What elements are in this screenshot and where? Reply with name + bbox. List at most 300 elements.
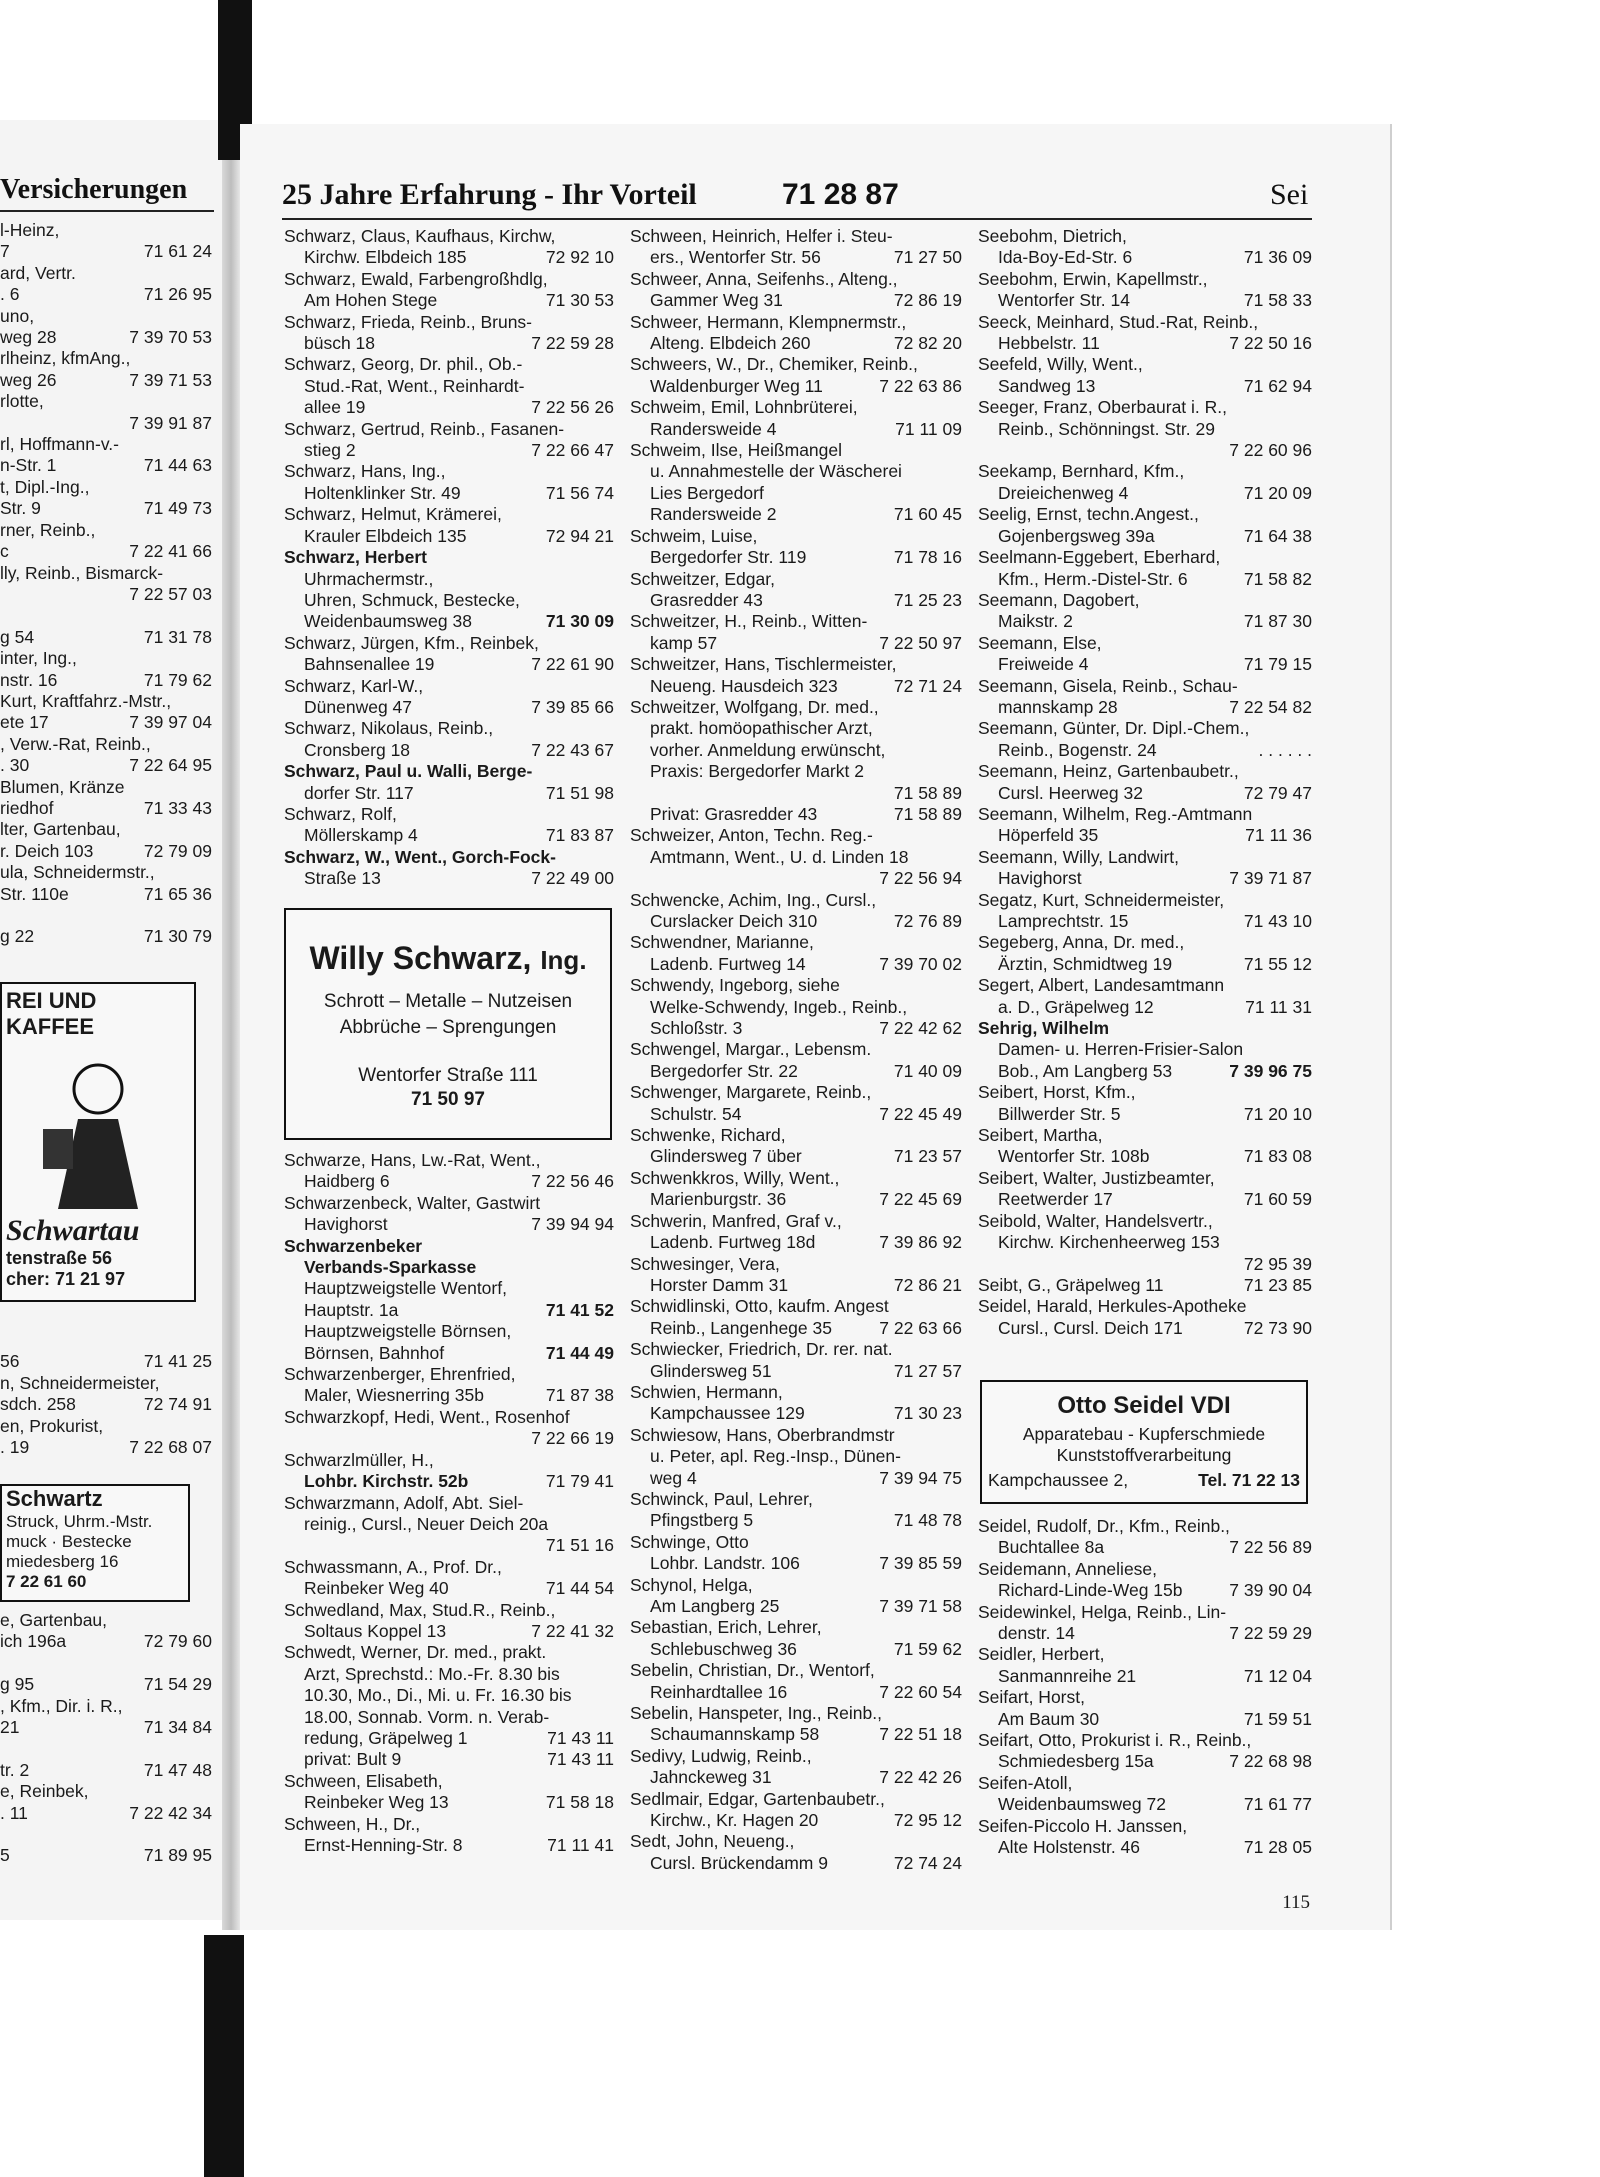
entry-phone: 71 36 09 — [1243, 247, 1312, 268]
entry-text: Wentorfer Str. 108b — [998, 1146, 1150, 1167]
entry-line — [0, 1610, 212, 1631]
entry-phone: 71 51 16 — [545, 1535, 614, 1556]
binding-clip-bottom — [204, 1935, 244, 2177]
entry-line — [630, 868, 962, 889]
directory-entry — [284, 718, 614, 761]
entry-text: 7 — [0, 241, 10, 262]
directory-entry — [978, 354, 1312, 397]
entry-line — [284, 440, 614, 461]
entry-text: sdch. 258 — [0, 1394, 76, 1415]
entry-line — [284, 718, 614, 739]
entry-line — [630, 783, 962, 804]
entry-line — [0, 862, 212, 883]
entry-text: Schaumannskamp 58 — [650, 1724, 820, 1745]
entry-line — [630, 547, 962, 568]
entry-phone: 71 44 63 — [143, 455, 212, 476]
entry-text: rl, Hoffmann-v.- — [0, 434, 119, 455]
entry-text: Damen- u. Herren-Frisier-Salon — [998, 1039, 1244, 1060]
entry-text: Arzt, Sprechstd.: Mo.-Fr. 8.30 bis — [304, 1663, 560, 1684]
directory-entry — [978, 847, 1312, 890]
entry-phone: 71 87 30 — [1243, 611, 1312, 632]
entry-phone: 71 20 09 — [1243, 482, 1312, 503]
entry-phone: 72 82 20 — [893, 333, 962, 354]
entry-text: Segert, Albert, Landesamtmann — [978, 975, 1225, 996]
entry-line — [630, 654, 962, 675]
entry-line — [978, 997, 1312, 1018]
entry-line — [978, 740, 1312, 761]
entry-text: u. Peter, apl. Reg.-Insp., Dünen- — [650, 1446, 901, 1467]
entry-line — [0, 1738, 212, 1759]
entry-text: Seifen-Atoll, — [978, 1772, 1073, 1793]
entry-text: Seekamp, Bernhard, Kfm., — [978, 461, 1185, 482]
entry-line — [0, 541, 212, 562]
entry-phone: 7 39 85 66 — [531, 696, 614, 717]
left-page-column-2 — [0, 1330, 212, 1458]
entry-line — [284, 1364, 614, 1385]
entry-line — [978, 461, 1312, 482]
entry-line — [0, 1760, 212, 1781]
entry-line — [630, 611, 962, 632]
entry-text: Schweers, W., Dr., Chemiker, Reinb., — [630, 354, 918, 375]
entry-line — [0, 263, 212, 284]
entry-phone: 72 74 24 — [893, 1852, 962, 1873]
entry-line — [978, 1254, 1312, 1275]
entry-line — [284, 1707, 614, 1728]
entry-text: Sehrig, Wilhelm — [978, 1018, 1110, 1039]
directory-entry — [978, 676, 1312, 719]
entry-line — [630, 526, 962, 547]
entry-text: Billwerder Str. 5 — [998, 1103, 1121, 1124]
entry-text: , Verw.-Rat, Reinb., — [0, 733, 151, 754]
directory-entry — [978, 1602, 1312, 1645]
entry-line — [978, 1580, 1312, 1601]
entry-line — [978, 676, 1312, 697]
entry-text: 10.30, Mo., Di., Mi. u. Fr. 16.30 bis — [304, 1685, 572, 1706]
entry-line — [0, 1631, 212, 1652]
entry-phone: 71 79 15 — [1243, 654, 1312, 675]
directory-entry — [978, 1559, 1312, 1602]
entry-phone: 71 34 84 — [143, 1717, 212, 1738]
entry-line — [630, 312, 962, 333]
entry-text: Seidler, Herbert, — [978, 1644, 1105, 1665]
entry-line — [630, 1596, 962, 1617]
directory-entry — [630, 1082, 962, 1125]
entry-phone: 71 11 09 — [895, 418, 962, 439]
entry-phone: 71 30 09 — [545, 611, 614, 632]
entry-line — [284, 1343, 614, 1364]
entry-line — [0, 348, 212, 369]
entry-text: redung, Gräpelweg 1 — [304, 1727, 468, 1748]
directory-entry — [630, 1703, 962, 1746]
entry-text — [0, 413, 125, 434]
directory-entry — [630, 1617, 962, 1660]
directory-entry — [284, 312, 614, 355]
entry-line — [630, 504, 962, 525]
entry-phone: 72 79 47 — [1243, 782, 1312, 803]
entry-line — [630, 676, 962, 697]
directory-entry — [978, 761, 1312, 804]
left-ad2-line2: muck · Bestecke — [6, 1532, 132, 1551]
entry-text — [0, 905, 212, 926]
entry-text: Seebohm, Erwin, Kapellmstr., — [978, 268, 1208, 289]
entry-line — [284, 1150, 614, 1171]
entry-phone: 7 22 45 49 — [879, 1103, 962, 1124]
entry-text: 5 — [0, 1845, 10, 1866]
entry-phone: 7 22 59 29 — [1229, 1623, 1312, 1644]
entry-line — [0, 691, 212, 712]
entry-text: Seifart, Horst, — [978, 1687, 1085, 1708]
entry-text: Seibold, Walter, Handelsvertr., — [978, 1210, 1213, 1231]
directory-entry — [978, 804, 1312, 847]
entry-text: Sebelin, Christian, Dr., Wentorf, — [630, 1660, 875, 1681]
entry-phone: 71 11 31 — [1245, 996, 1312, 1017]
entry-phone: 7 22 41 32 — [531, 1620, 614, 1641]
entry-line — [0, 712, 212, 733]
entry-line — [284, 1428, 614, 1449]
entry-text: Schwarzenbeck, Walter, Gastwirt — [284, 1192, 541, 1213]
entry-text: Str. 9 — [0, 498, 41, 519]
directory-entry — [284, 354, 614, 418]
entry-phone: 71 58 82 — [1243, 568, 1312, 589]
entry-line — [630, 1746, 962, 1767]
directory-entry — [978, 1730, 1312, 1773]
entry-line — [630, 1104, 962, 1125]
directory-entry — [630, 269, 962, 312]
header-rule — [282, 218, 1312, 220]
entry-phone: 7 22 68 07 — [129, 1437, 212, 1458]
entry-text: Hauptzweigstelle Börnsen, — [304, 1321, 512, 1342]
left-page-title: Versicherungen — [0, 174, 188, 205]
directory-entry — [630, 975, 962, 1039]
entry-line — [978, 1709, 1312, 1730]
entry-line — [978, 483, 1312, 504]
entry-line — [0, 220, 212, 241]
entry-text: Schwarz, Claus, Kaufhaus, Kirchw, — [284, 226, 556, 246]
entry-text: Schwarz, Georg, Dr. phil., Ob.- — [284, 354, 523, 375]
entry-line — [978, 1146, 1312, 1167]
entry-line — [284, 654, 614, 675]
entry-text: Soltaus Koppel 13 — [304, 1620, 447, 1641]
entry-text: Krauler Elbdeich 135 — [304, 525, 467, 546]
entry-line — [0, 306, 212, 327]
entry-line — [978, 1773, 1312, 1794]
directory-entry — [978, 1018, 1312, 1082]
entry-line — [284, 376, 614, 397]
entry-text: Am Langberg 25 — [650, 1596, 780, 1616]
entry-line — [978, 397, 1312, 418]
entry-line — [630, 461, 962, 482]
directory-entry — [978, 1211, 1312, 1275]
entry-line — [0, 1781, 212, 1802]
ad-seidel-line2: Kunststoffverarbeitung — [1056, 1445, 1232, 1465]
entry-text: g 22 — [0, 926, 35, 947]
entry-line — [630, 697, 962, 718]
entry-line — [630, 1125, 962, 1146]
entry-line — [978, 1125, 1312, 1146]
column-1-lower — [284, 1150, 614, 1856]
entry-text: Schweitzer, Hans, Tischlermeister, — [630, 654, 897, 675]
left-header-rule — [0, 210, 214, 212]
entry-line — [0, 884, 212, 905]
directory-entry — [284, 1814, 614, 1857]
entry-line — [630, 761, 962, 782]
entry-line — [978, 890, 1312, 911]
entry-line — [0, 413, 212, 434]
entry-phone: 71 54 29 — [143, 1674, 212, 1695]
directory-entry — [630, 1339, 962, 1382]
directory-entry — [978, 975, 1312, 1018]
entry-text: Seemann, Dagobert, — [978, 589, 1140, 610]
entry-text: Schweizer, Anton, Techn. Reg.- — [630, 825, 873, 846]
entry-text: Schynol, Helga, — [630, 1574, 753, 1595]
entry-line — [978, 1189, 1312, 1210]
directory-entry — [978, 1516, 1312, 1559]
entry-phone: 71 83 08 — [1243, 1146, 1312, 1167]
entry-phone: 7 39 86 92 — [879, 1232, 962, 1253]
entry-phone: 7 22 42 34 — [129, 1802, 212, 1823]
entry-line — [284, 761, 614, 782]
header-fragment: Sei — [1270, 178, 1309, 211]
entry-text: Bob., Am Langberg 53 — [998, 1060, 1173, 1081]
entry-line — [284, 1471, 614, 1492]
entry-line — [630, 397, 962, 418]
entry-text: Seifen-Piccolo H. Janssen, — [978, 1815, 1188, 1836]
entry-text — [0, 1330, 212, 1351]
entry-line — [284, 1685, 614, 1706]
entry-line — [0, 477, 212, 498]
entry-text: dorfer Str. 117 — [304, 782, 414, 803]
entry-phone: 71 44 49 — [545, 1342, 614, 1363]
entry-text: Glindersweg 51 — [650, 1360, 772, 1381]
entry-line — [0, 1824, 212, 1845]
entry-text: e, Reinbek, — [0, 1781, 89, 1802]
entry-phone: 7 22 63 66 — [879, 1317, 962, 1338]
directory-entry — [978, 1644, 1312, 1687]
entry-phone: 7 39 94 75 — [879, 1467, 962, 1488]
entry-text: en, Prokurist, — [0, 1415, 104, 1436]
entry-text: Schweitzer, H., Reinb., Witten- — [630, 611, 868, 632]
directory-entry — [630, 354, 962, 397]
entry-line — [0, 648, 212, 669]
entry-line — [0, 1845, 212, 1866]
header-slogan: 25 Jahre Erfahrung - Ihr Vorteil — [282, 178, 697, 211]
entry-phone: 7 39 91 87 — [129, 412, 212, 433]
entry-phone: 7 39 96 75 — [1229, 1060, 1312, 1081]
entry-text: Schween, Elisabeth, — [284, 1770, 443, 1791]
entry-phone: 71 83 87 — [545, 825, 614, 846]
page-number: 115 — [1282, 1892, 1310, 1913]
ad-schwarz-line2: Abbrüche – Sprengungen — [339, 1017, 557, 1038]
entry-line — [284, 1450, 614, 1471]
entry-text: Str. 110e — [0, 883, 69, 904]
entry-line — [284, 1278, 614, 1299]
entry-text: Straße 13 — [304, 868, 381, 889]
entry-phone: 71 79 41 — [545, 1471, 614, 1492]
entry-line — [284, 868, 614, 889]
entry-line — [630, 1361, 962, 1382]
entry-line — [630, 1831, 962, 1852]
entry-text: Kirchw. Kirchenheerweg 153 — [998, 1232, 1220, 1253]
entry-phone: 71 25 23 — [893, 589, 962, 610]
entry-text: Maler, Wiesnerring 35b — [304, 1385, 484, 1406]
entry-text: Seibt, G., Gräpelweg 11 — [978, 1274, 1164, 1295]
entry-text: Cursl. Heerweg 32 — [998, 782, 1143, 803]
entry-line — [284, 825, 614, 846]
entry-phone: 7 39 97 04 — [129, 712, 212, 733]
directory-entry — [284, 1600, 614, 1643]
entry-line — [630, 1489, 962, 1510]
entry-line — [0, 926, 212, 947]
entry-line — [0, 1803, 212, 1824]
entry-text: Seemann, Wilhelm, Reg.-Amtmann — [978, 803, 1253, 824]
directory-entry — [284, 1364, 614, 1407]
entry-text: Schwarzkopf, Hedi, Went., Rosenhof — [284, 1406, 570, 1427]
entry-phone: 7 22 68 98 — [1229, 1751, 1312, 1772]
directory-entry — [630, 611, 962, 654]
entry-line — [978, 1794, 1312, 1815]
entry-text: c — [0, 541, 9, 562]
entry-text: Schwarz, Nikolaus, Reinb., — [284, 718, 494, 739]
ad-seidel-street: Kampchaussee 2, — [988, 1470, 1129, 1490]
entry-line — [284, 1578, 614, 1599]
entry-text: Lies Bergedorf — [650, 482, 764, 503]
entry-text: nstr. 16 — [0, 669, 58, 690]
entry-text: Schwiesow, Hans, Oberbrandmstr — [630, 1424, 895, 1445]
directory-entry — [978, 1082, 1312, 1125]
entry-text: denstr. 14 — [998, 1623, 1075, 1644]
entry-text: Maikstr. 2 — [998, 611, 1073, 632]
directory-entry — [284, 676, 614, 719]
directory-entry — [630, 226, 962, 269]
directory-entry — [630, 1296, 962, 1339]
entry-text: Schwerin, Manfred, Graf v., — [630, 1210, 842, 1231]
entry-line — [284, 1385, 614, 1406]
entry-line — [284, 1771, 614, 1792]
entry-text: Schwiecker, Friedrich, Dr. rer. nat. — [630, 1339, 893, 1360]
entry-text: Bergedorfer Str. 22 — [650, 1060, 798, 1081]
entry-line — [978, 868, 1312, 889]
entry-text: Schwencke, Achim, Ing., Cursl., — [630, 889, 877, 910]
entry-line — [978, 1275, 1312, 1296]
entry-phone: 71 12 04 — [1243, 1665, 1312, 1686]
entry-line — [630, 569, 962, 590]
entry-line — [978, 1168, 1312, 1189]
entry-text — [998, 440, 1223, 461]
entry-phone: 7 22 43 67 — [531, 739, 614, 760]
entry-phone: 71 40 09 — [893, 1060, 962, 1081]
entry-phone: 7 22 42 26 — [879, 1767, 962, 1788]
entry-phone: 71 55 12 — [1243, 953, 1312, 974]
entry-line — [630, 440, 962, 461]
entry-line — [630, 911, 962, 932]
entry-text: Schwarzlmüller, H., — [284, 1449, 434, 1470]
entry-phone: 7 22 59 28 — [531, 333, 614, 354]
entry-text: Schwassmann, A., Prof. Dr., — [284, 1556, 502, 1577]
entry-text: . 6 — [0, 284, 20, 305]
entry-text: 56 — [0, 1351, 20, 1372]
entry-phone: 7 22 66 19 — [531, 1428, 614, 1449]
entry-line — [978, 1687, 1312, 1708]
entry-line — [978, 1318, 1312, 1339]
entry-text: Schwinck, Paul, Lehrer, — [630, 1488, 813, 1509]
entry-text: Reinbeker Weg 40 — [304, 1578, 449, 1599]
entry-line — [0, 605, 212, 626]
entry-line — [284, 1728, 614, 1749]
entry-text: n, Schneidermeister, — [0, 1372, 160, 1393]
entry-line — [978, 1559, 1312, 1580]
entry-line — [630, 997, 962, 1018]
entry-text: 18.00, Sonnab. Vorm. n. Verab- — [304, 1706, 550, 1727]
entry-text: Schloßstr. 3 — [650, 1018, 743, 1039]
entry-phone: 71 59 62 — [893, 1638, 962, 1659]
entry-text: Gammer Weg 31 — [650, 290, 783, 311]
entry-text: Sebastian, Erich, Lehrer, — [630, 1617, 822, 1638]
entry-line — [0, 819, 212, 840]
entry-phone: 7 22 56 26 — [531, 397, 614, 418]
directory-entry — [284, 804, 614, 847]
entry-line — [284, 290, 614, 311]
entry-text: Kampchaussee 129 — [650, 1403, 805, 1424]
entry-text: Seibert, Walter, Justizbeamter, — [978, 1167, 1215, 1188]
entry-line — [284, 269, 614, 290]
entry-text: Praxis: Bergedorfer Markt 2 — [650, 761, 864, 782]
entry-text — [304, 1535, 540, 1556]
entry-phone: 7 39 94 94 — [531, 1214, 614, 1235]
directory-entry — [978, 397, 1312, 461]
entry-text: Reinbeker Weg 13 — [304, 1792, 449, 1813]
entry-phone: 71 87 38 — [545, 1385, 614, 1406]
entry-phone: 72 71 24 — [893, 675, 962, 696]
entry-line — [978, 911, 1312, 932]
entry-phone: 7 39 90 04 — [1229, 1580, 1312, 1601]
entry-phone: 72 95 39 — [1243, 1253, 1312, 1274]
entry-text: lly, Reinb., Bismarck- — [0, 562, 164, 583]
entry-line — [630, 1703, 962, 1724]
entry-line — [630, 1232, 962, 1253]
entry-text: Holtenklinker Str. 49 — [304, 482, 461, 503]
entry-line — [978, 783, 1312, 804]
entry-line — [0, 584, 212, 605]
entry-phone: 72 86 19 — [893, 290, 962, 311]
entry-line — [630, 1275, 962, 1296]
entry-line — [978, 590, 1312, 611]
entry-phone: 71 47 48 — [143, 1759, 212, 1780]
entry-phone: 7 22 56 46 — [531, 1171, 614, 1192]
entry-line — [630, 954, 962, 975]
entry-text: stieg 2 — [304, 440, 356, 461]
entry-line — [978, 761, 1312, 782]
entry-line — [978, 1296, 1312, 1317]
entry-line — [0, 1330, 212, 1351]
entry-text: g 95 — [0, 1674, 35, 1695]
entry-line — [630, 740, 962, 761]
entry-phone: 71 26 95 — [143, 284, 212, 305]
entry-text — [0, 584, 125, 605]
entry-line — [978, 419, 1312, 440]
entry-line — [978, 1104, 1312, 1125]
entry-text: Cursl., Cursl. Deich 171 — [998, 1317, 1183, 1338]
entry-text: Sebelin, Hanspeter, Ing., Reinb., — [630, 1703, 882, 1724]
entry-line — [284, 1749, 614, 1770]
entry-line — [0, 563, 212, 584]
entry-text: Schulstr. 54 — [650, 1103, 742, 1124]
entry-text: Schwenkkros, Willy, Went., — [630, 1167, 840, 1188]
entry-text: a. D., Gräpelweg 12 — [998, 996, 1154, 1017]
directory-entry — [978, 718, 1312, 761]
entry-text: Ladenb. Furtweg 14 — [650, 953, 806, 974]
entry-line — [0, 1717, 212, 1738]
entry-line — [284, 247, 614, 268]
